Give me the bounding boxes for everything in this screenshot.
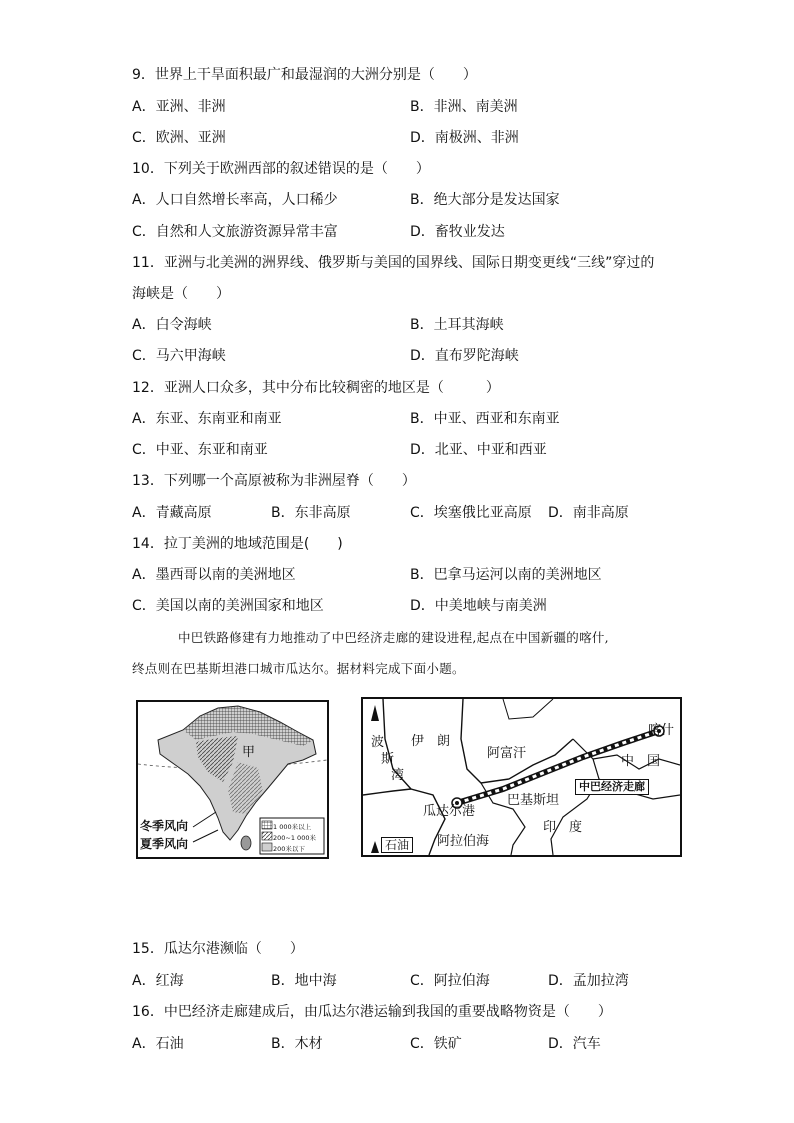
question-10-stem: 10．下列关于欧洲西部的叙述错误的是（ ）	[132, 161, 430, 177]
q14-option-c[interactable]: C．美国以南的美洲国家和地区	[132, 598, 324, 614]
q9-option-d[interactable]: D．南极洲、非洲	[410, 130, 519, 146]
persian-gulf-bo: 波	[371, 735, 385, 750]
pakistan-label: 巴基斯坦	[507, 793, 560, 808]
q12-option-a[interactable]: A．东亚、东南亚和南亚	[132, 411, 282, 427]
q12-option-c[interactable]: C．中亚、东亚和南亚	[132, 442, 268, 458]
q11-option-c[interactable]: C．马六甲海峡	[132, 348, 226, 364]
question-9-stem: 9．世界上干旱面积最广和最湿润的大洲分别是（ ）	[132, 67, 477, 83]
afghanistan-label: 阿富汗	[487, 746, 527, 761]
winter-wind-label: 冬季风向	[140, 819, 189, 833]
q16-option-b[interactable]: B．木材	[271, 1036, 323, 1052]
q10-option-a[interactable]: A．人口自然增长率高，人口稀少	[132, 192, 338, 208]
question-11-stem: 11．亚洲与北美洲的洲界线、俄罗斯与美国的国界线、国际日期变更线“三线”穿过的	[132, 255, 655, 271]
question-14-stem: 14．拉丁美洲的地域范围是( )	[132, 536, 343, 552]
q13-option-a[interactable]: A．青藏高原	[132, 505, 212, 521]
corridor-map-graphic	[363, 699, 680, 855]
q15-option-d[interactable]: D．孟加拉湾	[548, 973, 629, 989]
q16-option-d[interactable]: D．汽车	[548, 1036, 601, 1052]
legend-low: 200米以下	[273, 845, 305, 853]
gwadar-label: 瓜达尔港	[423, 804, 476, 819]
q9-option-c[interactable]: C．欧洲、亚洲	[132, 130, 226, 146]
q16-option-a[interactable]: A．石油	[132, 1036, 184, 1052]
material-intro-line1: 中巴铁路修建有力地推动了中巴经济走廊的建设进程,起点在中国新疆的喀什,	[178, 630, 609, 645]
material-intro-line2: 终点则在巴基斯坦港口城市瓜达尔。据材料完成下面小题。	[132, 661, 465, 676]
arabian-sea-label: 阿拉伯海	[437, 834, 490, 849]
iran-label: 伊 朗	[411, 734, 451, 749]
q11-option-d[interactable]: D．直布罗陀海峡	[410, 348, 519, 364]
question-16-stem: 16．中巴经济走廊建成后，由瓜达尔港运输到我国的重要战略物资是（ ）	[132, 1004, 612, 1020]
oil-label: 石油	[381, 837, 413, 853]
q12-option-d[interactable]: D．北亚、中亚和西亚	[410, 442, 547, 458]
q10-option-b[interactable]: B．绝大部分是发达国家	[410, 192, 560, 208]
q15-option-a[interactable]: A．红海	[132, 973, 184, 989]
persian-gulf-si: 斯	[381, 752, 395, 767]
corridor-map	[361, 697, 682, 857]
q10-option-d[interactable]: D．畜牧业发达	[410, 224, 505, 240]
south-asia-map	[136, 700, 329, 859]
kashgar-label: 喀什	[648, 723, 675, 738]
persian-gulf-wan: 湾	[391, 768, 405, 783]
q10-option-c[interactable]: C．自然和人文旅游资源异常丰富	[132, 224, 338, 240]
q9-option-a[interactable]: A．亚洲、非洲	[132, 99, 226, 115]
q12-option-b[interactable]: B．中亚、西亚和东南亚	[410, 411, 560, 427]
q16-option-c[interactable]: C．铁矿	[410, 1036, 462, 1052]
question-12-stem: 12．亚洲人口众多，其中分布比较稠密的地区是（ ）	[132, 380, 500, 396]
q13-option-c[interactable]: C．埃塞俄比亚高原	[410, 505, 532, 521]
q9-option-b[interactable]: B．非洲、南美洲	[410, 99, 518, 115]
q13-option-b[interactable]: B．东非高原	[271, 505, 351, 521]
q15-option-c[interactable]: C．阿拉伯海	[410, 973, 490, 989]
q14-option-d[interactable]: D．中美地峡与南美洲	[410, 598, 547, 614]
india-label: 印 度	[543, 820, 583, 835]
question-11-stem-cont: 海峡是（ ）	[132, 286, 230, 302]
q11-option-b[interactable]: B．土耳其海峡	[410, 317, 504, 333]
q11-option-a[interactable]: A．白令海峡	[132, 317, 212, 333]
q15-option-b[interactable]: B．地中海	[271, 973, 337, 989]
region-jia-label: 甲	[242, 745, 256, 760]
legend-high: 1 000米以上	[273, 823, 312, 831]
summer-wind-label: 夏季风向	[140, 837, 189, 851]
question-13-stem: 13．下列哪一个高原被称为非洲屋脊（ ）	[132, 473, 416, 489]
question-15-stem: 15．瓜达尔港濒临（ ）	[132, 941, 304, 957]
q14-option-b[interactable]: B．巴拿马运河以南的美洲地区	[410, 567, 602, 583]
china-label: 中 国	[621, 754, 661, 769]
corridor-label: 中巴经济走廊	[575, 779, 649, 795]
sri-lanka-island	[241, 836, 251, 850]
q14-option-a[interactable]: A．墨西哥以南的美洲地区	[132, 567, 296, 583]
q13-option-d[interactable]: D．南非高原	[548, 505, 629, 521]
legend-mid: 200~1 000米	[273, 834, 316, 842]
